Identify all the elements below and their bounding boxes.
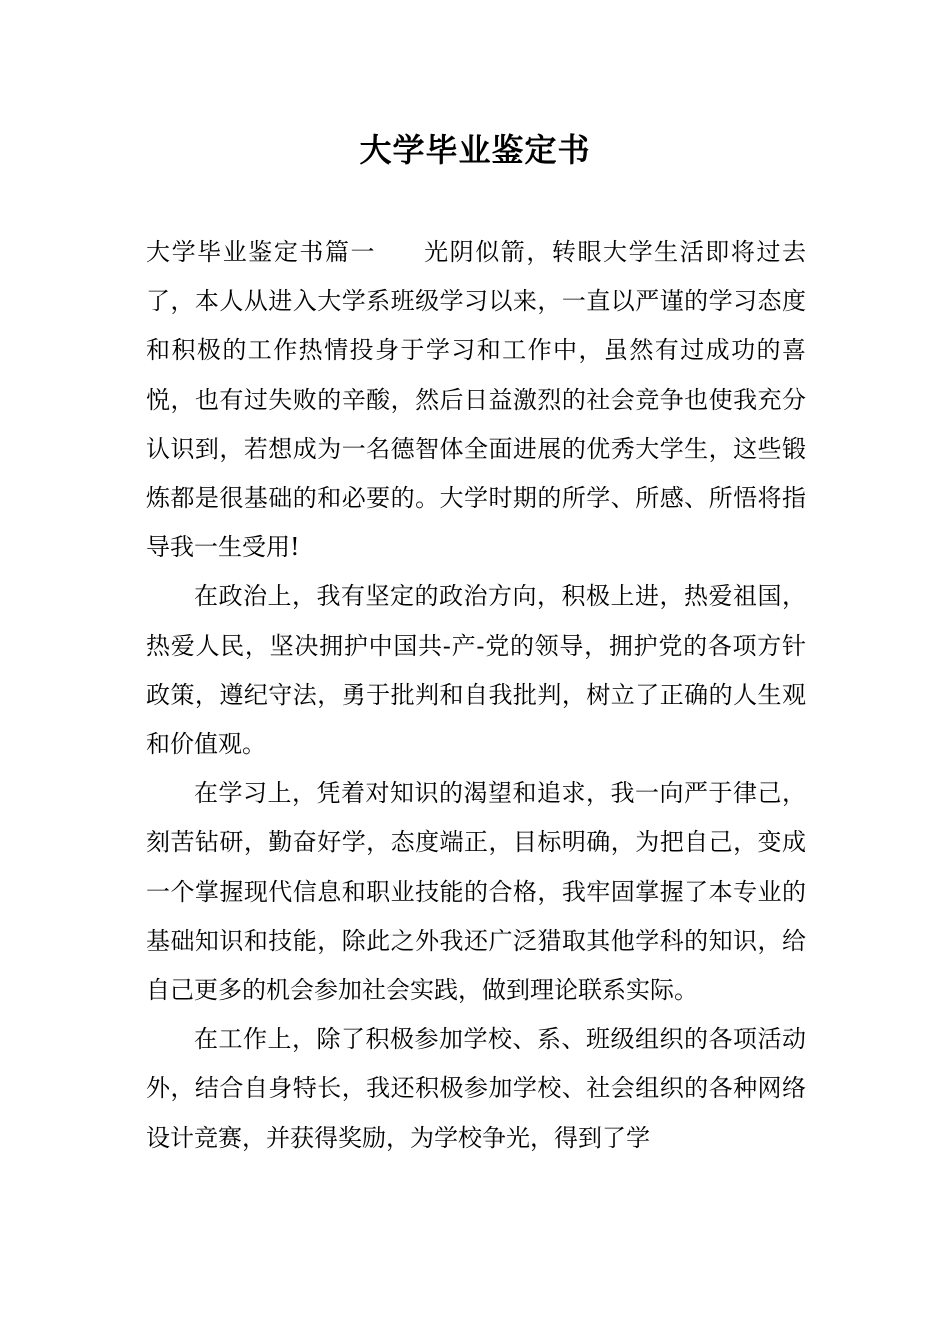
document-body xyxy=(146,228,806,1163)
paragraph-intro-text: 光阴似箭，转眼大学生活即将过去了，本人从进入大学系班级学习以来，一直以严谨的学习态度和积极的工作热情投身于学习和工作中，虽然有过成功的喜悦，也有过失败的辛酸，然后日益激烈的社会竞争也使我充分认识到，若想成为一名德智体全面进展的优秀大学生，这些锻炼都是很基础的和必要的。大学时期的所学、所感、所悟将指导我一生受用! xyxy=(146,238,807,562)
paragraph-work: 在工作上，除了积极参加学校、系、班级组织的各项活动外，结合自身特长，我还积极参加学校、社会组织的各种网络设计竞赛，并获得奖励，为学校争光，得到了学 xyxy=(146,1025,806,1152)
section-heading: 大学毕业鉴定书篇一 xyxy=(146,238,377,266)
paragraph-intro xyxy=(146,228,806,572)
paragraph-politics: 在政治上，我有坚定的政治方向，积极上进，热爱祖国，热爱人民，坚决拥护中国共-产-党的领导，拥护党的各项方针政策，遵纪守法，勇于批判和自我批判，树立了正确的人生观和价值观。 xyxy=(146,582,806,759)
paragraph-study: 在学习上，凭着对知识的渴望和追求，我一向严于律己，刻苦钻研，勤奋好学，态度端正，目标明确，为把自己，变成一个掌握现代信息和职业技能的合格，我牢固掌握了本专业的基础知识和技能，除此之外我还广泛猎取其他学科的知识，给自己更多的机会参加社会实践，做到理论联系实际。 xyxy=(146,779,806,1005)
document-title: 大学毕业鉴定书 xyxy=(359,131,591,169)
